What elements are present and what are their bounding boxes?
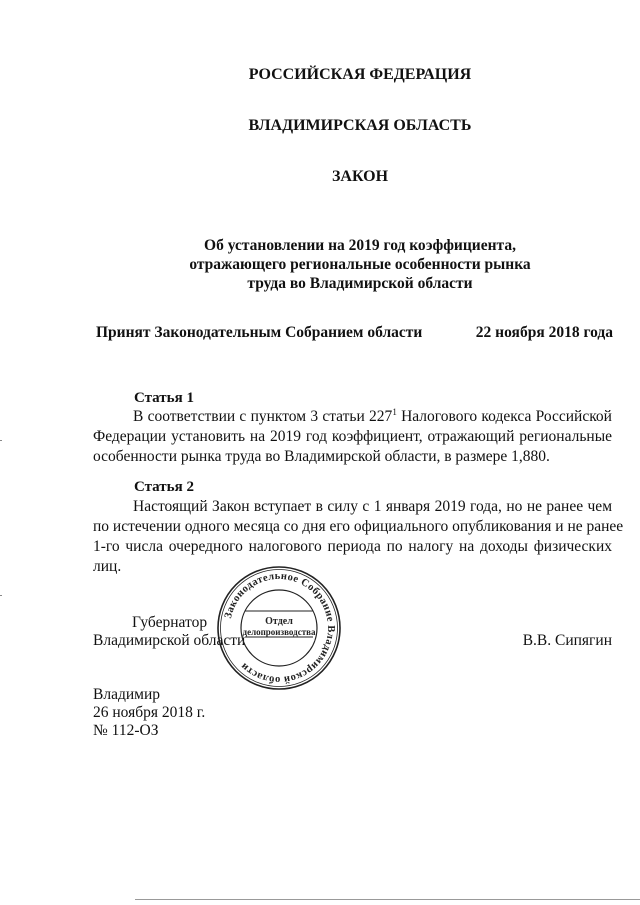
official-stamp (215, 564, 343, 692)
signing-date: 26 ноября 2018 г. (93, 704, 206, 721)
svg-text:Законодательное Собрание Влади: Законодательное Собрание Владимирской области (223, 570, 337, 686)
article-2-body (93, 497, 624, 577)
law-title-line: труда во Владимирской области (247, 275, 473, 292)
signatory-name: В.В. Сипягин (522, 632, 612, 649)
signatory-title-line1: Губернатор (132, 614, 208, 631)
article-1-heading: Статья 1 (134, 390, 194, 406)
signatory-title-line2: Владимирской области (93, 632, 246, 649)
stamp-seal-icon (215, 564, 343, 692)
article-2-heading: Статья 2 (134, 479, 194, 495)
article-2-line: лиц. (93, 558, 122, 575)
header-country: РОССИЙСКАЯ ФЕДЕРАЦИЯ (248, 66, 472, 83)
article-2-line: Настоящий Закон вступает в силу с 1 января 2019 года, но не ранее чем (133, 498, 612, 515)
svg-text:делопроизводства: делопроизводства (242, 627, 316, 637)
article-1-line: особенности рынка труда во Владимирской области, в размере 1,880. (93, 448, 550, 465)
text-fragment: Налогового кодекса Российской (396, 408, 612, 425)
scan-mark (0, 440, 2, 441)
bottom-rule (135, 899, 640, 900)
adoption-date: 22 ноября 2018 года (475, 324, 613, 341)
superscript: 1 (392, 407, 397, 417)
article-2-line: по истечении одного месяца со дня его официального опубликования и не ранее (93, 518, 624, 535)
header-region: ВЛАДИМИРСКАЯ ОБЛАСТЬ (248, 117, 472, 134)
place-date-number (93, 686, 205, 740)
scan-mark (0, 595, 2, 596)
law-title-line: отражающего региональные особенности рынка (189, 256, 531, 273)
article-1-body (93, 407, 612, 467)
law-title-line: Об установлении на 2019 год коэффициента, (204, 237, 516, 254)
adoption-text: Принят Законодательным Собранием области (96, 324, 423, 341)
article-1-line (93, 407, 612, 427)
city: Владимир (93, 686, 160, 703)
law-number: № 112-ОЗ (93, 722, 159, 739)
article-2-line: 1-го числа очередного налогового периода по налогу на доходы физических (93, 538, 612, 555)
svg-text:Отдел: Отдел (265, 616, 293, 627)
document-type: ЗАКОН (331, 168, 389, 185)
text-fragment: В соответствии с пунктом 3 статьи 227 (133, 408, 393, 425)
law-title (150, 236, 570, 293)
article-1-line: Федерации установить на 2019 год коэффициент, отражающий региональные (93, 428, 612, 445)
